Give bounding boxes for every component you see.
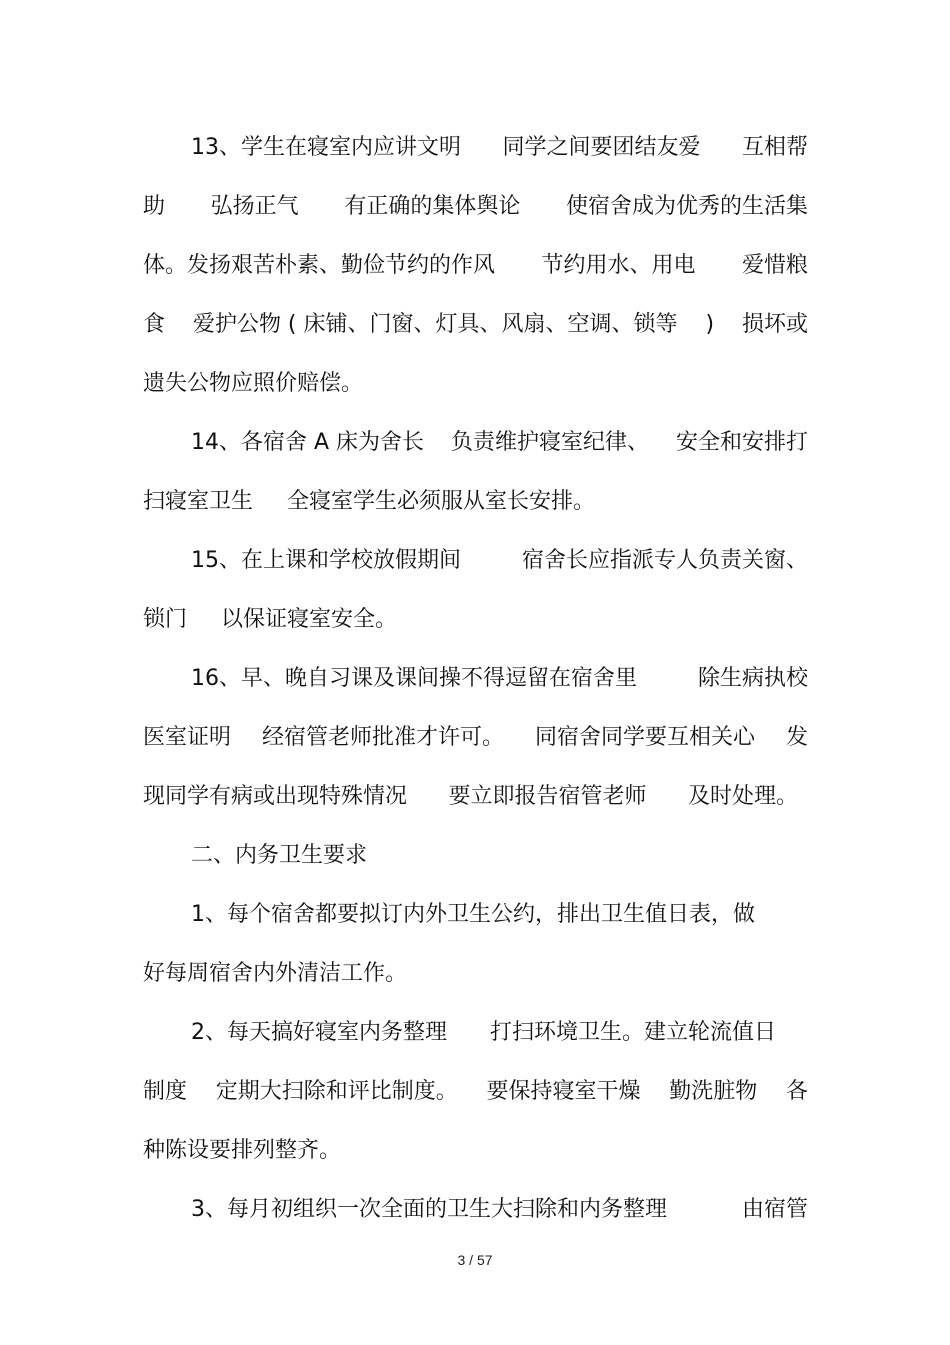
text-line: 锁门 以保证寝室安全。 [143, 607, 398, 632]
text-line: 食 爱护公物 ( 床铺、门窗、灯具、风扇、空调、锁等 ) 损坏或 [143, 312, 808, 337]
text-line: 2、每天搞好寝室内务整理 打扫环境卫生。建立轮流值日 [191, 1020, 776, 1045]
text-line: 扫寝室卫生 全寝室学生必须服从室长安排。 [143, 489, 596, 514]
text-line: 15、在上课和学校放假期间 宿舍长应指派专人负责关窗、 [191, 548, 808, 573]
text-line: 遗失公物应照价赔偿。 [143, 371, 364, 396]
text-line: 制度 定期大扫除和评比制度。 要保持寝室干燥 勤洗脏物 各 [143, 1079, 808, 1104]
text-line: 种陈设要排列整齐。 [143, 1138, 342, 1163]
text-line: 医室证明 经宿管老师批准才许可。 同宿舍同学要互相关心 发 [143, 725, 808, 750]
text-line: 3、每月初组织一次全面的卫生大扫除和内务整理 由宿管 [191, 1197, 808, 1222]
text-line: 14、各宿舍 A 床为舍长 负责维护寝室纪律、 安全和安排打 [191, 430, 808, 455]
text-line: 好每周宿舍内外清洁工作。 [143, 961, 408, 986]
text-line: 16、早、晚自习课及课间操不得逗留在宿舍里 除生病执校 [191, 666, 808, 691]
text-line: 13、学生在寝室内应讲文明 同学之间要团结友爱 互相帮 [191, 135, 808, 160]
text-line: 体。发扬艰苦朴素、勤俭节约的作风 节约用水、用电 爱惜粮 [143, 253, 808, 278]
text-line: 现同学有病或出现特殊情况 要立即报告宿管老师 及时处理。 [143, 784, 798, 809]
text-line: 助 弘扬正气 有正确的集体舆论 使宿舍成为优秀的生活集 [143, 194, 808, 219]
section-heading: 二、内务卫生要求 [191, 843, 368, 868]
text-line: 1、每个宿舍都要拟订内外卫生公约，排出卫生值日表，做 [191, 902, 755, 927]
page-indicator: 3 / 57 [457, 1252, 493, 1268]
